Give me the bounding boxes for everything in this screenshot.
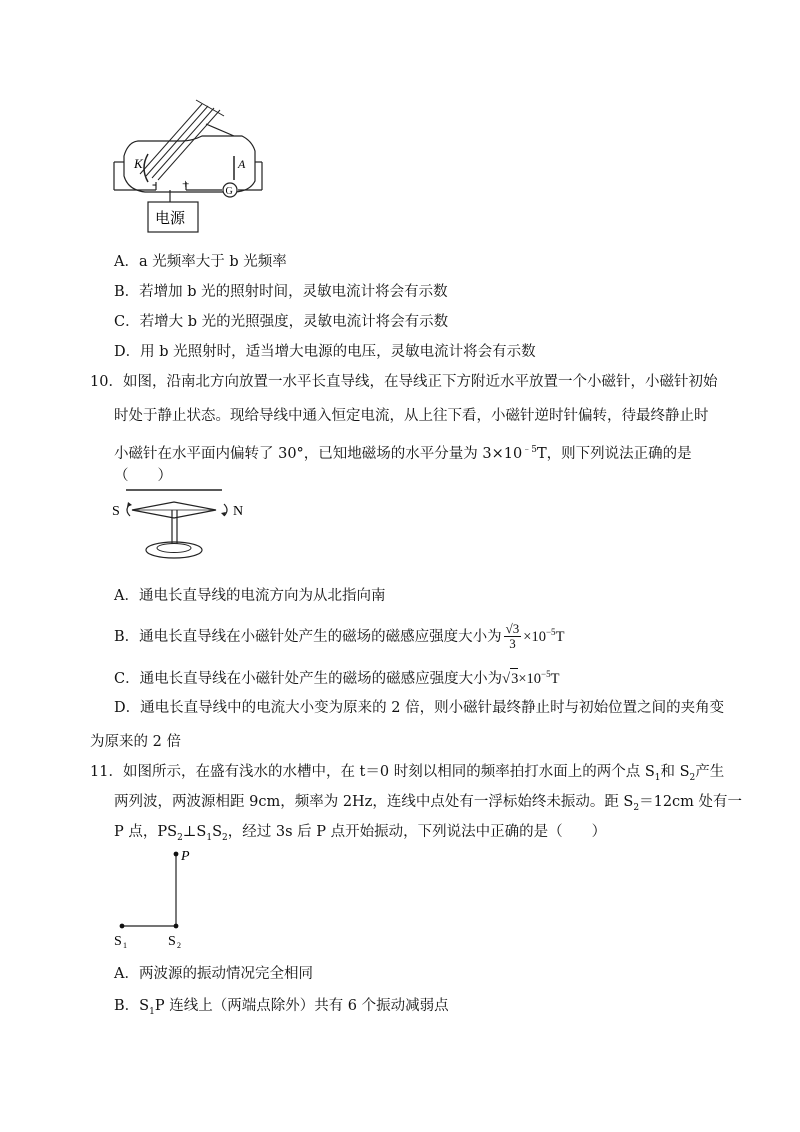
q11-line1-b: 和 S: [660, 764, 690, 780]
q10-option-a: A．通电长直导线的电流方向为从北指向南: [114, 588, 386, 604]
q10-option-c-exp: −5: [541, 669, 551, 679]
q11-option-b-a: B．S: [114, 998, 150, 1014]
q10-option-b-text: B．通电长直导线在小磁针处产生的磁场的磁感应强度大小为: [114, 628, 502, 645]
q9-option-a: A．a 光频率大于 b 光频率: [114, 254, 287, 270]
q11-line3-sub1: 2: [177, 832, 183, 843]
compass-base-outer: [146, 542, 202, 558]
label-n: N: [233, 504, 244, 519]
q11-option-a: A．两波源的振动情况完全相同: [114, 966, 313, 982]
q10-stem-line1: 10．如图，沿南北方向放置一水平长直导线，在导线正下方附近水平放置一个小磁针，小磁针初始: [90, 374, 718, 390]
compass-wire-figure: [110, 486, 250, 564]
q11-stem-line1: [90, 762, 724, 788]
q10-option-b: [114, 622, 564, 651]
label-k: K: [134, 156, 143, 171]
q10-option-b-den: 3: [509, 636, 516, 652]
q9-option-b: B．若增加 b 光的照射时间，灵敏电流计将会有示数: [114, 284, 448, 300]
q10-option-c-text: C．通电长直导线在小磁针处产生的磁场的磁感应强度大小为: [114, 670, 503, 687]
q11-option-b: [114, 996, 449, 1022]
q11-option-b-sub: 1: [149, 1006, 155, 1017]
q10-option-c-t: T: [550, 670, 560, 687]
q11-stem-line2: [114, 792, 742, 818]
q9-option-c: C．若增大 b 光的光照强度，灵敏电流计将会有示数: [114, 314, 449, 330]
cathode-plate: [144, 154, 148, 182]
q10-option-c-sqrt: 3: [510, 668, 518, 689]
label-a: A: [238, 157, 246, 171]
q9-option-d: D．用 b 光照射时，适当增大电源的电压，灵敏电流计将会有示数: [114, 344, 536, 360]
light-beams: [140, 100, 224, 180]
q10-option-b-exp: −5: [545, 627, 556, 637]
q11-line1-c: 产生: [695, 764, 725, 780]
q11-line3-sub2: 1: [206, 832, 213, 843]
q10-line3-a: 小磁针在水平面内偏转了 30°，已知地磁场的水平分量为 3×10: [114, 445, 523, 462]
point-s1: [120, 924, 125, 929]
q10-option-c-unit: ×10: [518, 670, 541, 687]
q11-line2-a: 两列波，两波源相距 9cm，频率为 2Hz，连线中点处有一浮标始终未振动。距 S: [114, 794, 634, 810]
label-minus: -: [152, 176, 157, 191]
q10-option-b-unit: ×10: [523, 628, 546, 645]
q10-option-b-fraction: [504, 622, 522, 651]
power-label: 电源: [155, 211, 186, 227]
q11-line1-sub2: 2: [689, 772, 696, 783]
label-s2: S: [168, 934, 176, 949]
sqrt-icon: √: [502, 670, 511, 687]
q11-line1-a: 11．如图所示，在盛有浅水的水槽中，在 t＝0 时刻以相同的频率拍打水面上的两个点 S: [90, 764, 655, 780]
q10-option-b-t: T: [555, 628, 565, 645]
q11-line3-sub3: 2: [222, 832, 228, 843]
label-s: S: [112, 504, 120, 519]
q11-line3-c: S: [212, 824, 223, 840]
q10-line3-exp: ﹣5: [522, 445, 537, 455]
q10-stem-line2: 时处于静止状态。现给导线中通入恒定电流，从上往下看，小磁针逆时针偏转，待最终静止时: [114, 408, 709, 424]
label-plus: +: [182, 176, 190, 191]
q11-option-b-b: P 连线上（两端点除外）共有 6 个振动减弱点: [154, 998, 449, 1014]
wave-source-figure: [110, 846, 210, 950]
q11-line1-sub1: 1: [654, 772, 661, 783]
q11-line3-d: ，经过 3s 后 P 点开始振动，下列说法中正确的是（ ）: [227, 824, 607, 840]
label-s2-sub: 2: [177, 941, 181, 950]
q10-option-d-line1: D．通电长直导线中的电流大小变为原来的 2 倍，则小磁针最终静止时与初始位置之间的夹角变: [114, 700, 725, 716]
q10-line3-b: T，则下列说法正确的是: [536, 445, 692, 462]
point-s2: [174, 924, 179, 929]
label-g: G: [225, 186, 233, 197]
q10-stem-line3: [114, 440, 692, 464]
q11-stem-line3: [114, 822, 606, 848]
q10-option-c: [114, 664, 559, 689]
q11-line3-a: P 点，PS: [114, 824, 178, 840]
q11-line2-b: ＝12cm 处有一: [639, 794, 743, 810]
label-p: P: [181, 849, 190, 864]
q11-line3-b: ⊥S: [182, 824, 207, 840]
q10-option-d-line2: 为原来的 2 倍: [90, 734, 181, 750]
label-s1: S: [114, 934, 122, 949]
q10-option-b-num: √3: [505, 621, 520, 637]
compass-base-inner: [157, 544, 191, 553]
label-s1-sub: 1: [123, 941, 127, 950]
photoelectric-circuit-figure: [110, 96, 280, 238]
q11-line2-sub: 2: [633, 802, 640, 813]
q10-answer-blank: （ ）: [114, 468, 172, 484]
point-p: [174, 852, 179, 857]
